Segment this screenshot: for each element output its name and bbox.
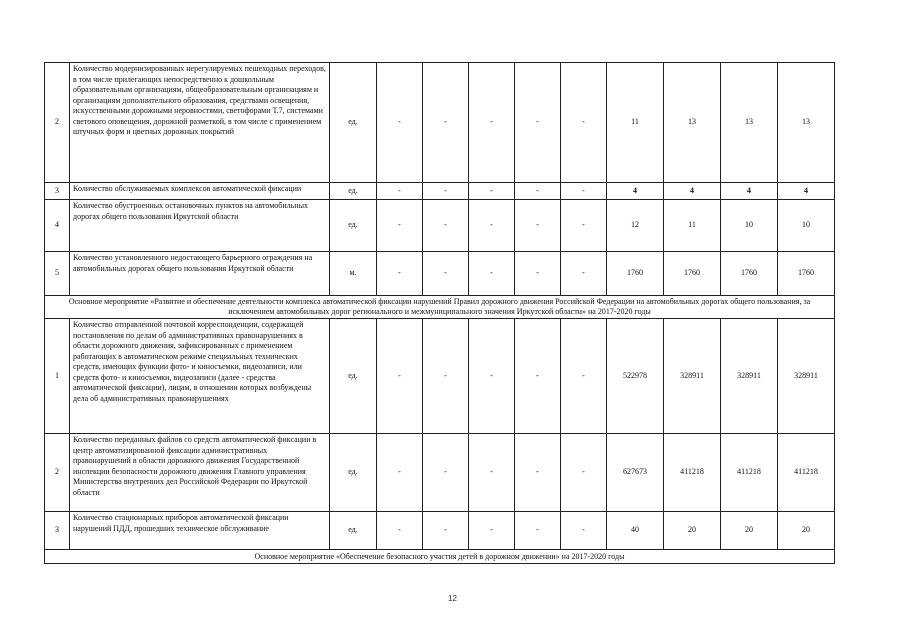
value-cell: 20 — [778, 512, 835, 550]
empty-value-cell: - — [469, 200, 515, 252]
empty-value-cell: - — [561, 63, 607, 183]
value-cell: 1760 — [721, 252, 778, 296]
table-row — [45, 252, 835, 296]
row-number-cell: 4 — [45, 200, 70, 252]
empty-value-cell: - — [515, 183, 561, 200]
unit-cell: ед. — [330, 200, 377, 252]
empty-value-cell: - — [423, 252, 469, 296]
value-cell: 627673 — [607, 434, 664, 512]
value-cell: 522978 — [607, 319, 664, 434]
unit-cell: ед. — [330, 434, 377, 512]
indicator-name-cell: Количество обслуживаемых комплексов автоматической фиксации — [70, 183, 330, 200]
empty-value-cell: - — [561, 512, 607, 550]
value-cell: 20 — [721, 512, 778, 550]
empty-value-cell: - — [469, 63, 515, 183]
empty-value-cell: - — [561, 252, 607, 296]
value-cell: 13 — [664, 63, 721, 183]
indicator-name-cell: Количество установленного недостающего барьерного ограждения на автомобильных дорогах общего пользования Иркутской области — [70, 252, 330, 296]
empty-value-cell: - — [515, 200, 561, 252]
indicator-name-cell: Количество отправленной почтовой корреспонденции, содержащей постановления по делам об административных правонарушениях в области дорожного движения, зафиксированных с применением работающих в автоматическом режиме специальных технических средств, имеющих функции фото- и киносъемки, видеозаписи, или средств фото- и киносъемки, видеозаписи (далее - средства автоматической фиксации), лицам, в отношении которых возбуждены дела об административных правонарушениях — [70, 319, 330, 434]
value-cell: 411218 — [721, 434, 778, 512]
value-cell: 40 — [607, 512, 664, 550]
value-cell: 1760 — [664, 252, 721, 296]
row-number-cell: 1 — [45, 319, 70, 434]
empty-value-cell: - — [469, 434, 515, 512]
row-number-cell: 2 — [45, 434, 70, 512]
indicator-table — [44, 62, 835, 564]
empty-value-cell: - — [423, 319, 469, 434]
page-number: 12 — [448, 594, 457, 603]
empty-value-cell: - — [423, 200, 469, 252]
value-cell: 1760 — [778, 252, 835, 296]
value-cell: 328911 — [721, 319, 778, 434]
empty-value-cell: - — [377, 434, 423, 512]
empty-value-cell: - — [469, 252, 515, 296]
empty-value-cell: - — [377, 512, 423, 550]
section-title: Основное мероприятие «Развитие и обеспечение деятельности комплекса автоматической фиксации нарушений Правил дорожного движения Российской Федерации на автомобильных дорогах общего пользования, за исключением автомобильных дорог регионального и межмуниципального значения Иркутской области» на 2017-2020 годы — [45, 296, 835, 319]
indicator-name-cell: Количество переданных файлов со средств автоматической фиксации в центр автоматизированной фиксации административных правонарушений в области дорожного движения Государственной инспекции безопасности дорожного движения Главного управления Министерства внутренних дел Российской Федерации по Иркутской области — [70, 434, 330, 512]
empty-value-cell: - — [423, 63, 469, 183]
empty-value-cell: - — [377, 63, 423, 183]
empty-value-cell: - — [469, 512, 515, 550]
row-number-cell: 3 — [45, 183, 70, 200]
empty-value-cell: - — [377, 319, 423, 434]
indicator-name-cell: Количество модернизированных нерегулируемых пешеходных переходов, в том числе прилегающих непосредственно к дошкольным образовательным организациям, общеобразовательным организациям и организациям дополнительного образования, средствами освещения, искусственными дорожными неровностями, светофорами Т.7, системами светового оповещения, дорожной разметкой, в том числе с применением штучных форм и цветных дорожных покрытий — [70, 63, 330, 183]
empty-value-cell: - — [423, 512, 469, 550]
indicator-name-cell: Количество стационарных приборов автоматической фиксации нарушений ПДД, прошедших техническое обслуживание — [70, 512, 330, 550]
row-number-cell: 2 — [45, 63, 70, 183]
value-cell: 13 — [778, 63, 835, 183]
empty-value-cell: - — [377, 200, 423, 252]
value-cell: 328911 — [778, 319, 835, 434]
value-cell: 4 — [664, 183, 721, 200]
table-body — [45, 63, 835, 564]
unit-cell: ед. — [330, 63, 377, 183]
section-row — [45, 296, 835, 319]
value-cell: 4 — [721, 183, 778, 200]
empty-value-cell: - — [515, 319, 561, 434]
indicator-table-container — [44, 62, 834, 564]
empty-value-cell: - — [377, 183, 423, 200]
table-row — [45, 200, 835, 252]
empty-value-cell: - — [469, 183, 515, 200]
empty-value-cell: - — [377, 252, 423, 296]
empty-value-cell: - — [515, 252, 561, 296]
value-cell: 10 — [778, 200, 835, 252]
empty-value-cell: - — [423, 434, 469, 512]
table-row — [45, 512, 835, 550]
value-cell: 4 — [607, 183, 664, 200]
value-cell: 12 — [607, 200, 664, 252]
value-cell: 10 — [721, 200, 778, 252]
table-row — [45, 63, 835, 183]
value-cell: 11 — [664, 200, 721, 252]
table-row — [45, 434, 835, 512]
table-row — [45, 183, 835, 200]
empty-value-cell: - — [469, 319, 515, 434]
indicator-name-cell: Количество обустроенных остановочных пунктов на автомобильных дорогах общего пользования Иркутской области — [70, 200, 330, 252]
table-row — [45, 319, 835, 434]
empty-value-cell: - — [515, 512, 561, 550]
value-cell: 411218 — [664, 434, 721, 512]
empty-value-cell: - — [561, 183, 607, 200]
empty-value-cell: - — [515, 434, 561, 512]
empty-value-cell: - — [561, 200, 607, 252]
section-title: Основное мероприятие «Обеспечение безопасного участия детей в дорожном движении» на 2017-2020 годы — [45, 550, 835, 564]
unit-cell: ед. — [330, 319, 377, 434]
value-cell: 13 — [721, 63, 778, 183]
unit-cell: м. — [330, 252, 377, 296]
value-cell: 4 — [778, 183, 835, 200]
empty-value-cell: - — [561, 319, 607, 434]
empty-value-cell: - — [515, 63, 561, 183]
unit-cell: ед. — [330, 183, 377, 200]
unit-cell: ед. — [330, 512, 377, 550]
value-cell: 11 — [607, 63, 664, 183]
section-row — [45, 550, 835, 564]
value-cell: 1760 — [607, 252, 664, 296]
value-cell: 328911 — [664, 319, 721, 434]
row-number-cell: 5 — [45, 252, 70, 296]
row-number-cell: 3 — [45, 512, 70, 550]
value-cell: 20 — [664, 512, 721, 550]
value-cell: 411218 — [778, 434, 835, 512]
empty-value-cell: - — [561, 434, 607, 512]
empty-value-cell: - — [423, 183, 469, 200]
